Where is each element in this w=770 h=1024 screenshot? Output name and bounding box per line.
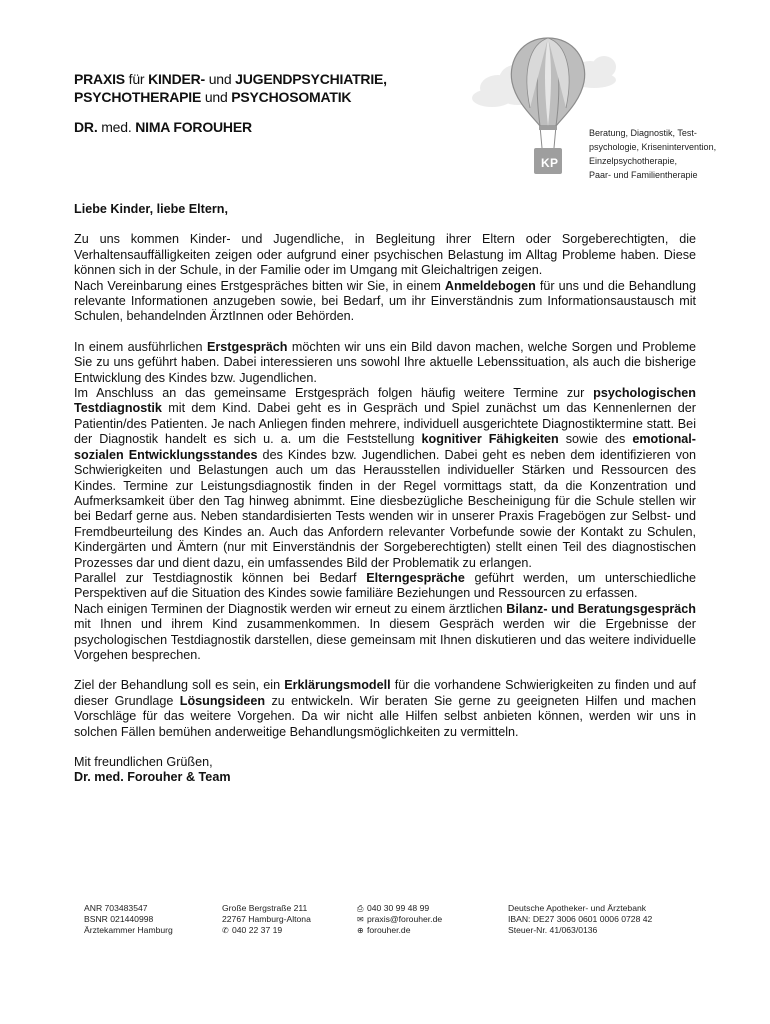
signature: Dr. med. Forouher & Team bbox=[74, 770, 231, 785]
email-icon: ✉ bbox=[357, 915, 364, 925]
paragraph-anmeldebogen: Nach Vereinbarung eines Erstgespräches bitten wir Sie, in einem Anmeldebogen für uns und die Behandlung relevante Informationen anzugeben sowie, bei Bedarf, um ihr Einverständnis zum Informationsaustausch mit Schulen, behandelnden ÄrztInnen oder Behörden. bbox=[74, 278, 697, 324]
logo-letter-p: P bbox=[550, 156, 559, 170]
footer-registration: ANR 703483547 BSNR 021440998 Ärztekammer Hamburg bbox=[84, 903, 173, 936]
header-line-1: PRAXIS für KINDER- und JUGENDPSYCHIATRIE, bbox=[74, 71, 387, 87]
letterhead bbox=[74, 70, 494, 136]
service-line: Paar- und Familientherapie bbox=[589, 170, 698, 180]
web-icon: ⊕ bbox=[357, 926, 364, 936]
balloon-icon bbox=[511, 38, 584, 148]
paragraph-erstgespraech: In einem ausführlichen Erstgespräch möchten wir uns ein Bild davon machen, welche Sorgen und Probleme Sie zu uns geführt haben. Dabei interessieren uns sowohl Ihre aktuelle Lebenssituation, als auch die bisherige Entwicklung des Kindes bzw. Jugendlichen. bbox=[74, 339, 697, 385]
service-line: psychologie, Krisenintervention, bbox=[589, 142, 717, 152]
phone-icon: ✆ bbox=[222, 926, 229, 936]
footer-bank: Deutsche Apotheker- und Ärztebank IBAN: DE27 3006 0601 0006 0728 42 Steuer-Nr. 41/063/0136 bbox=[508, 903, 653, 936]
service-line: Einzelpsychotherapie, bbox=[589, 156, 678, 166]
header-line-2: PSYCHOTHERAPIE und PSYCHOSOMATIK bbox=[74, 89, 352, 105]
service-line: Beratung, Diagnostik, Test- bbox=[589, 128, 697, 138]
basket-icon bbox=[534, 148, 562, 174]
letter-body bbox=[74, 202, 696, 786]
services-list bbox=[589, 126, 759, 182]
footer-address: Große Bergstraße 211 22767 Hamburg-Altona ✆ 040 22 37 19 bbox=[222, 903, 311, 936]
closing-greeting: Mit freundlichen Grüßen, bbox=[74, 755, 213, 769]
fax-icon: ⎙ bbox=[357, 904, 364, 913]
paragraph-bilanzgespraech: Nach einigen Terminen der Diagnostik werden wir erneut zu einem ärztlichen Bilanz- und Beratungsgespräch mit Ihnen und ihrem Kind zusammenkommen. In diesem Gespräch werden wir die Ergebnisse der psychologischen Testdiagnostik darstellen, diese gemeinsam mit Ihnen diskutieren und das weitere individuelle Vorgehen besprechen. bbox=[74, 601, 696, 662]
paragraph-elterngespraeche: Parallel zur Testdiagnostik können bei Bedarf Elterngespräche geführt werden, um unterschiedliche Perspektiven auf die Situation des Kindes sowie familiäre Beziehungen und Ressourcen zu erfassen. bbox=[74, 570, 696, 601]
doctor-name: DR. med. NIMA FOROUHER bbox=[74, 119, 252, 135]
logo-letter-k: K bbox=[541, 156, 550, 170]
footer-contact: ⎙ 040 30 99 48 99 ✉ praxis@forouher.de ⊕ forouher.de bbox=[357, 903, 443, 936]
paragraph-ziel: Ziel der Behandlung soll es sein, ein Erklärungsmodell für die vorhandene Schwierigkeiten zu finden und auf dieser Grundlage Lösungsideen zu entwickeln. Wir beraten Sie gerne zu geeigneten Hilfen und machen Vorschläge für das weitere Vorgehen. Da wir nicht alle Hilfen selbst anbieten können, werden wir uns in solchen Fällen bemühen anderweitige Behandlungsmöglichkeiten zu vermitteln. bbox=[74, 678, 696, 739]
paragraph-testdiagnostik: Im Anschluss an das gemeinsame Erstgespräch folgen häufig weitere Termine zur psychologischen Testdiagnostik mit dem Kind. Dabei geht es in Gespräch und Spiel zunächst um das Kennenlernen der Patientin/des Patienten. Je nach Anliegen finden mehrere, individuell ausgerichtete Diagnostiktermine statt. Bei der Diagnostik handelt es sich u. a. um die Feststellung kognitiver Fähigkeiten sowie des emotional-sozialen Entwicklungsstandes des Kindes bzw. Jugendlichen. Dabei geht es neben dem identifizieren von Schwierigkeiten und Belastungen auch um das Herausstellen individueller Stärken und Ressourcen des Kindes. Termine zur Leistungsdiagnostik finden in der Regel vormittags statt, da die Konzentration und Aufmerksamkeit über den Tag hinweg abnimmt. Eine diesbezügliche Bescheinigung für die Schule stellen wir bei Bedarf gerne aus. Neben standardisierten Tests wenden wir in unserer Praxis Fragebögen zur Selbst- und Fremdbeurteilung des Kindes an. Auch das Anfordern relevanter Vorbefunde sowie der Kontakt zu Schulen, Kindergärten und Ämtern (nur mit Einverständnis der Sorgeberechtigten) stellt einen Teil des diagnostischen Prozesses dar und dient dazu, ein umfassendes Bild der Problematik zu erlangen. bbox=[74, 386, 696, 570]
greeting: Liebe Kinder, liebe Eltern, bbox=[74, 202, 228, 216]
paragraph-intro: Zu uns kommen Kinder- und Jugendliche, in Begleitung ihrer Eltern oder Sorgeberechtigten, die Verhaltensauffälligkeiten zeigen oder aufgrund einer psychischen Belastung im Alltag Probleme haben. Diese können sich in der Schule, in der Familie oder im Umgang mit Gleichaltrigen zeigen. bbox=[74, 232, 696, 278]
